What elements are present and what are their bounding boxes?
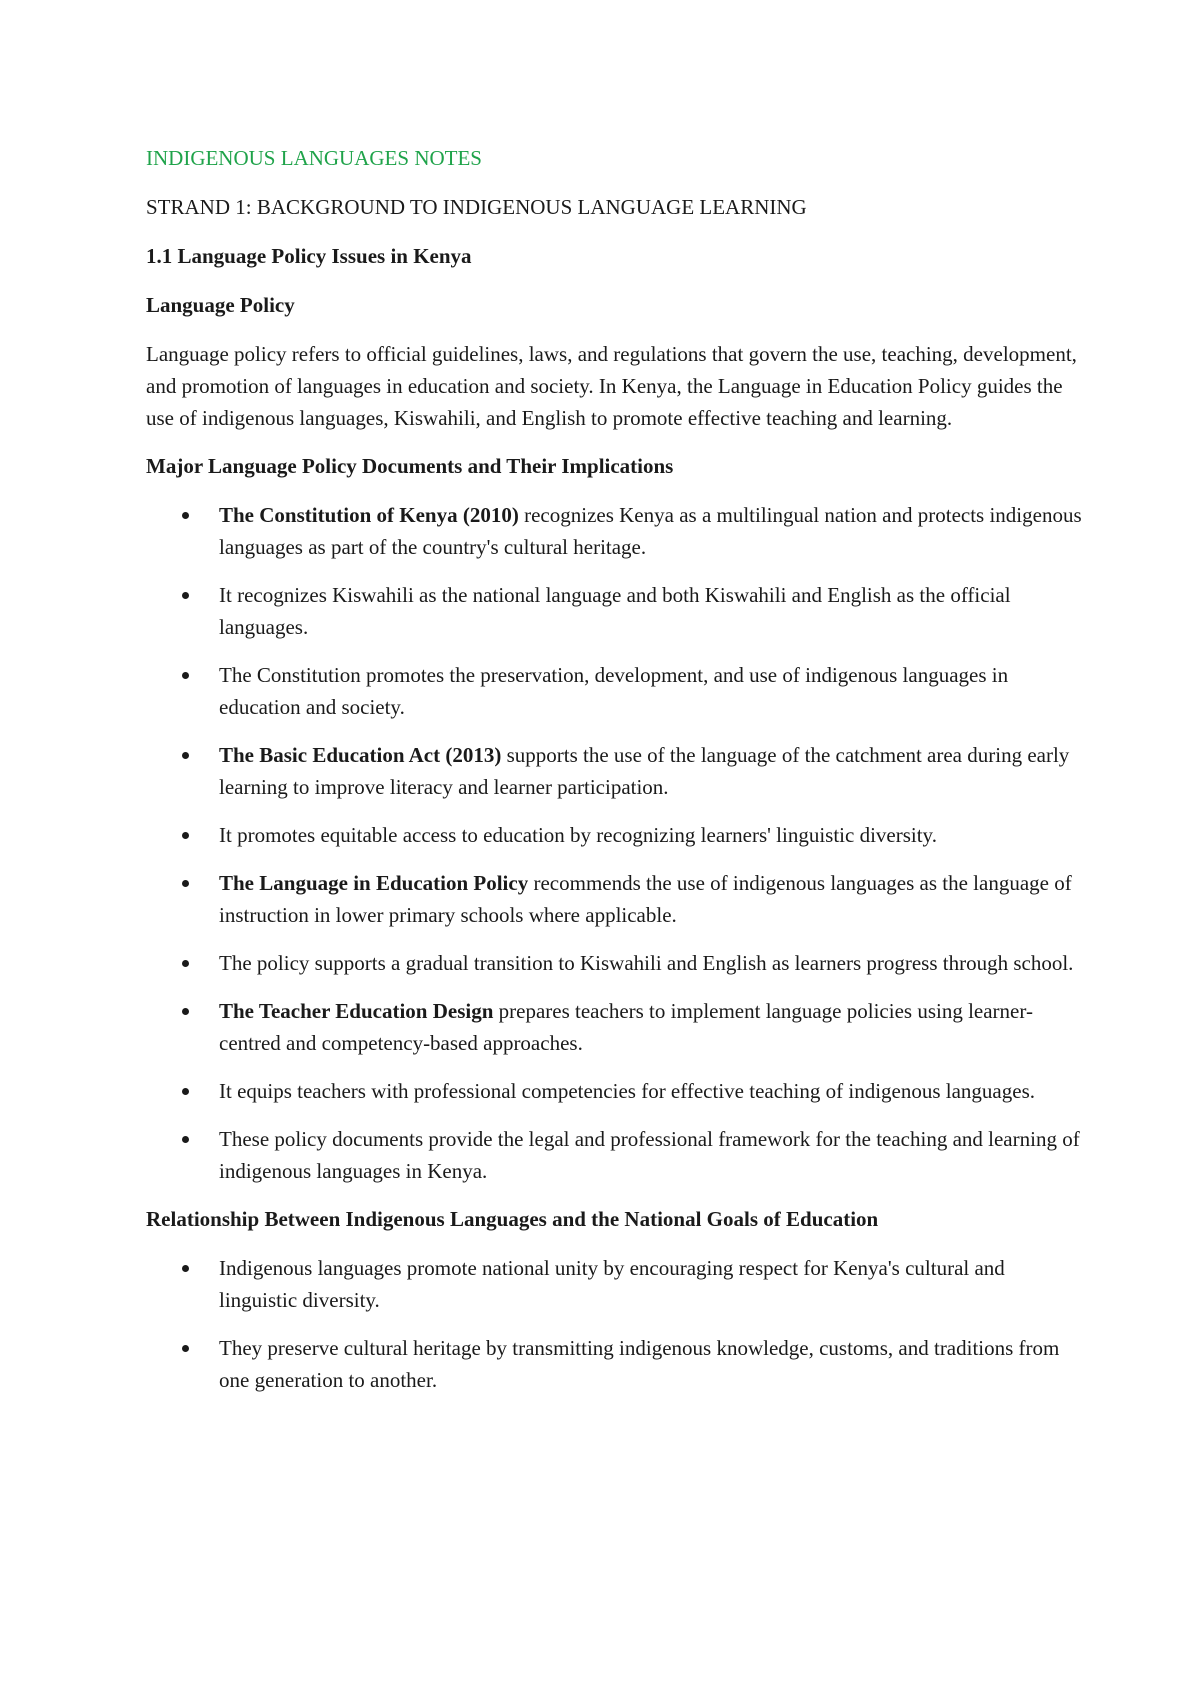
- list-item-text: They preserve cultural heritage by transmitting indigenous knowledge, customs, and traditions from one generation to another.: [219, 1336, 1060, 1392]
- national-goals-list: [146, 1252, 1086, 1396]
- list-item: [146, 995, 1086, 1059]
- list-item: [146, 947, 1086, 979]
- list-item: [146, 1075, 1086, 1107]
- list-item: [146, 1123, 1086, 1187]
- bullet-icon: [182, 1345, 189, 1352]
- list-item-text: These policy documents provide the legal and professional framework for the teaching and learning of indigenous languages in Kenya.: [219, 1127, 1080, 1183]
- bullet-icon: [182, 592, 189, 599]
- list-item: [146, 819, 1086, 851]
- list-item: [146, 579, 1086, 643]
- policy-documents-list: [146, 499, 1086, 1187]
- list-item: [146, 659, 1086, 723]
- bullet-icon: [182, 960, 189, 967]
- list-item: [146, 739, 1086, 803]
- list-item-bold-term: The Language in Education Policy: [219, 871, 529, 895]
- list-item-text: Indigenous languages promote national unity by encouraging respect for Kenya's cultural and linguistic diversity.: [219, 1256, 1005, 1312]
- list-item-text: supports the use of the language of the catchment area during early learning to improve literacy and learner participation.: [219, 743, 1070, 799]
- list-item: [146, 1252, 1086, 1316]
- list-item-bold-term: The Constitution of Kenya (2010): [219, 503, 519, 527]
- subheading-policy-documents: Major Language Policy Documents and Their Implications: [146, 454, 674, 478]
- list-item-text: prepares teachers to implement language policies using learner-centred and competency-based approaches.: [219, 999, 1033, 1055]
- bullet-icon: [182, 880, 189, 887]
- bullet-icon: [182, 1008, 189, 1015]
- bullet-icon: [182, 512, 189, 519]
- list-item-text: It promotes equitable access to education by recognizing learners' linguistic diversity.: [219, 823, 937, 847]
- bullet-icon: [182, 1265, 189, 1272]
- list-item-bold-term: The Basic Education Act (2013): [219, 743, 502, 767]
- section-heading: 1.1 Language Policy Issues in Kenya: [146, 244, 472, 268]
- document-title: INDIGENOUS LANGUAGES NOTES: [146, 146, 482, 170]
- list-item: [146, 867, 1086, 931]
- subheading-language-policy: Language Policy: [146, 293, 295, 317]
- list-item-text: The policy supports a gradual transition to Kiswahili and English as learners progress through school.: [219, 951, 1074, 975]
- bullet-icon: [182, 1136, 189, 1143]
- subheading-national-goals: Relationship Between Indigenous Languages and the National Goals of Education: [146, 1207, 879, 1231]
- list-item-text: recommends the use of indigenous languages as the language of instruction in lower primary schools where applicable.: [219, 871, 1072, 927]
- list-item-bold-term: The Teacher Education Design: [219, 999, 494, 1023]
- bullet-icon: [182, 672, 189, 679]
- bullet-icon: [182, 752, 189, 759]
- list-item-text: It equips teachers with professional competencies for effective teaching of indigenous languages.: [219, 1079, 1035, 1103]
- policy-paragraph: Language policy refers to official guidelines, laws, and regulations that govern the use, teaching, development, and promotion of languages in education and society. In Kenya, the Language in Education Policy guides the use of indigenous languages, Kiswahili, and English to promote effective teaching and learning.: [146, 342, 1077, 430]
- list-item-text: recognizes Kenya as a multilingual nation and protects indigenous languages as part of the country's cultural heritage.: [219, 503, 1082, 559]
- list-item: [146, 499, 1086, 563]
- bullet-icon: [182, 832, 189, 839]
- strand-title: STRAND 1: BACKGROUND TO INDIGENOUS LANGUAGE LEARNING: [146, 195, 807, 219]
- bullet-icon: [182, 1088, 189, 1095]
- list-item-text: It recognizes Kiswahili as the national language and both Kiswahili and English as the official languages.: [219, 583, 1011, 639]
- document-page: [146, 142, 1086, 1412]
- list-item: [146, 1332, 1086, 1396]
- list-item-text: The Constitution promotes the preservation, development, and use of indigenous languages in education and society.: [219, 663, 1009, 719]
